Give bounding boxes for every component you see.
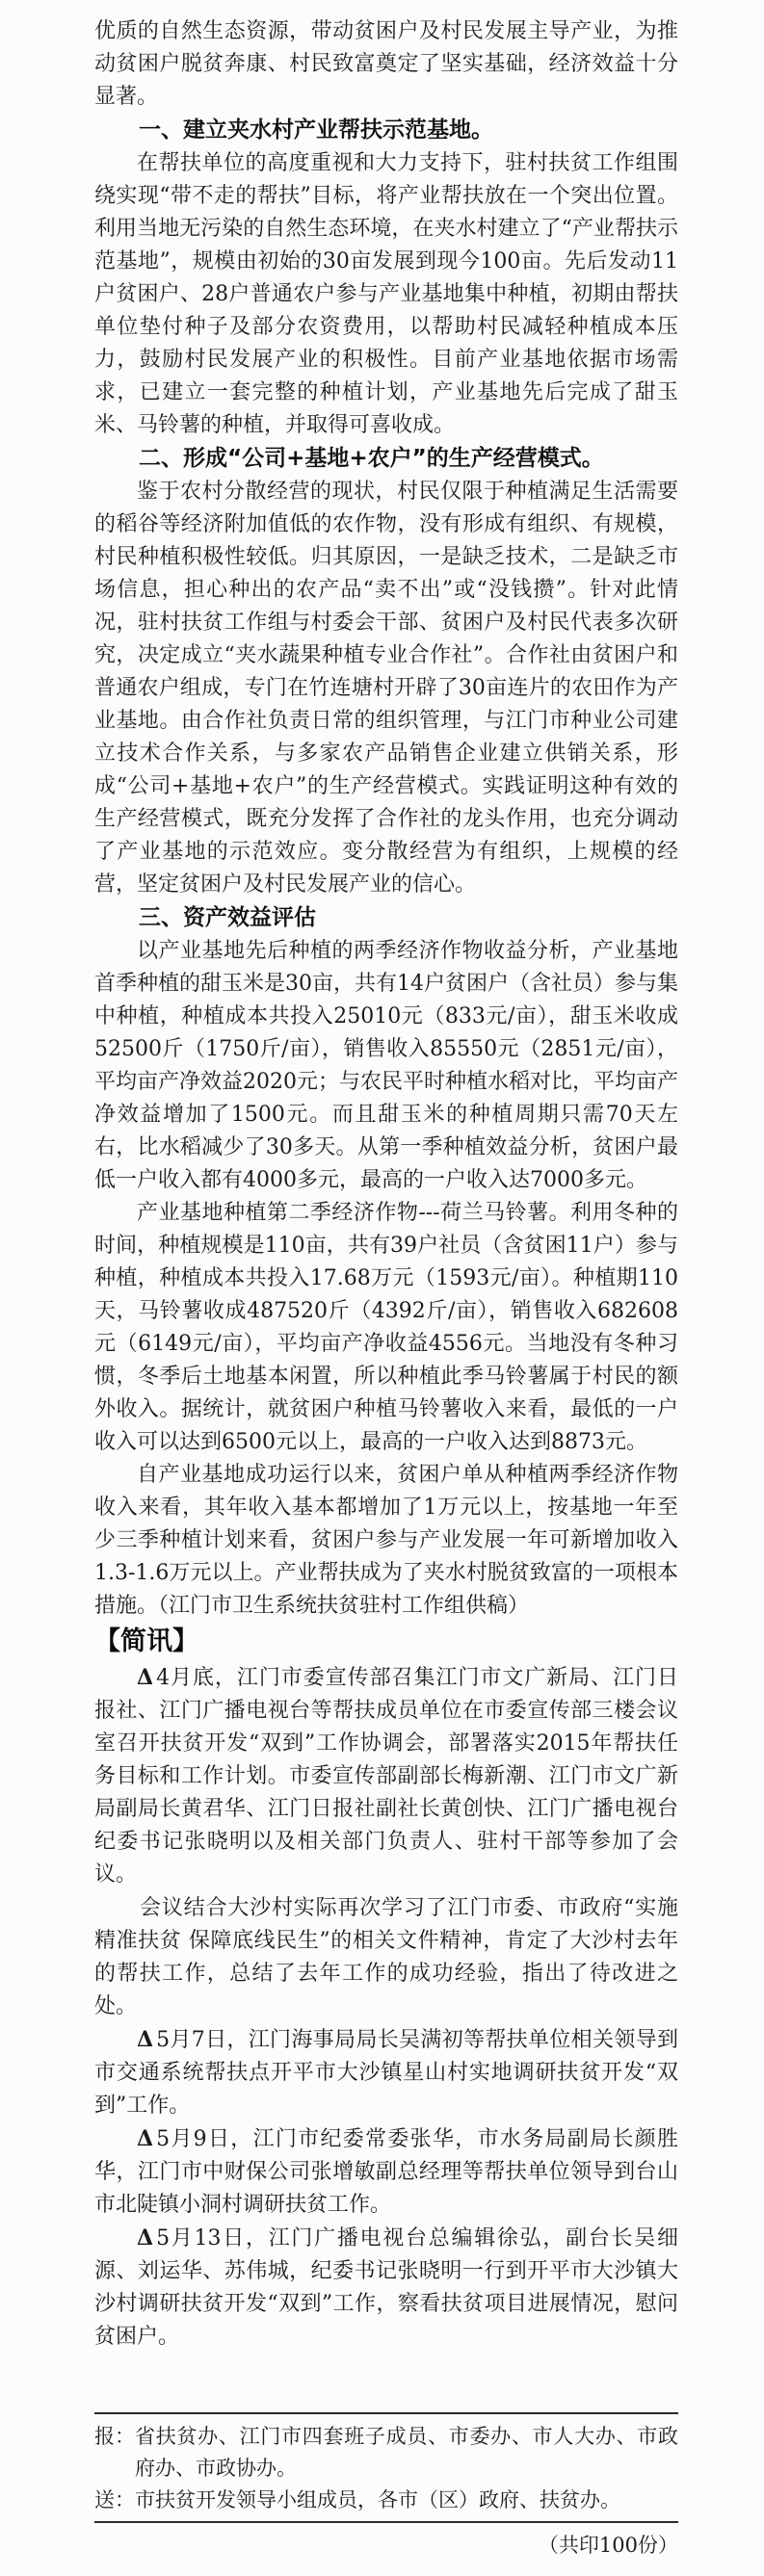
report-row (94, 2421, 678, 2485)
body-text (94, 15, 678, 2354)
delta-marker-icon: Δ (137, 2225, 154, 2251)
report-text: 省扶贫办、江门市四套班子成员、市委办、市人大办、市政府办、市政协办。 (135, 2425, 678, 2480)
distribution-footer (94, 2412, 678, 2562)
brief-text: 5月13日，江门广播电视台总编辑徐弘，副台长吴细源、刘运华、苏伟城，纪委书记张晓明一行到开平市大沙镇大沙村调研扶贫开发“双到”工作，察看扶贫项目进展情况，慰问贫困户。 (94, 2226, 678, 2349)
section-2-paragraph: 鉴于农村分散经营的现状，村民仅限于种植满足生活需要的稻谷等经济附加值低的农作物，没有形成有组织、有规模，村民种植积极性较低。归其原因，一是缺乏技术，二是缺乏市场信息，担心种出的农产品“卖不出”或“没钱攒”。针对此情况，驻村扶贫工作组与村委会干部、贫困户及村民代表多次研究，决定成立“夹水蔬果种植专业合作社”。合作社由贫困户和普通农户组成，专门在竹连塘村开辟了30亩连片的农田作为产业基地。由合作社负责日常的组织管理，与江门市种业公司建立技术合作关系，与多家农产品销售企业建立供销关系，形成“公司+基地+农户”的生产经营模式。实践证明这种有效的生产经营模式，既充分发挥了合作社的龙头作用，也充分调动了产业基地的示范效应。变分散经营为有组织，上规模的经营，坚定贫困户及村民发展产业的信心。 (94, 480, 678, 897)
send-row (94, 2485, 678, 2516)
section-3-heading: 三、资产效益评估 (139, 905, 316, 930)
report-label: 报： (94, 2425, 135, 2448)
brief-text: 4月底，江门市委宣传部召集江门市文广新局、江门日报社、江门广播电视台等帮扶成员单位在市委宣传部三楼会议室召开扶贫开发“双到”工作协调会，部署落实2015年帮扶任务目标和工作计划。市委宣传部副部长梅新潮、江门市文广新局副局长黄君华、江门日报社副社长黄创快、江门广播电视台纪委书记张晓明以及相关部门负责人、驻村干部等参加了会议。 (94, 1666, 678, 1886)
delta-marker-icon: Δ (137, 2126, 154, 2151)
section-2-heading: 二、形成“公司+基地+农户”的生产经营模式。 (139, 446, 604, 471)
section-3-paragraph-1: 以产业基地先后种植的两季经济作物收益分析，产业基地首季种植的甜玉米是30亩，共有14户贫困户（含社员）参与集中种植，种植成本共投入25010元（833元/亩），甜玉米收成52500斤（1750斤/亩），销售收入85550元（2851元/亩），平均亩产净效益2020元；与农民平时种植水稻对比，平均亩产净效益增加了1500元。而且甜玉米的种植周期只需70天左右，比水稻减少了30多天。从第一季种植效益分析，贫困户最低一户收入都有4000多元，最高的一户收入达7000多元。 (94, 939, 678, 1192)
brief-item (94, 1661, 678, 1891)
briefs-heading: 【简讯】 (94, 1626, 198, 1656)
brief-text: 会议结合大沙村实际再次学习了江门市委、市政府“实施精准扶贫 保障底线民生”的相关文件精神，肯定了大沙村去年的帮扶工作，总结了去年工作的成功经验，指出了待改进之处。 (94, 1896, 678, 2018)
delta-marker-icon: Δ (137, 2027, 154, 2052)
section-3-paragraph-2: 产业基地种植第二季经济作物---荷兰马铃薯。利用冬种的时间，种植规模是110亩，共有39户社员（含贫困11户）参与种植，种植成本共投入17.68万元（1593元/亩）。种植期110天，马铃薯收成487520斤（4392斤/亩），销售收入682608元（6149元/亩），平均亩产净收益4556元。当地没有冬种习惯，冬季后土地基本闲置，所以种植此季马铃薯属于村民的额外收入。据统计，就贫困户种植马铃薯收入来看，最低的一户收入可以达到6500元以上，最高的一户收入达到8873元。 (94, 1201, 678, 1454)
section-3-paragraph-3: 自产业基地成功运行以来，贫困户单从种植两季经济作物收入来看，其年收入基本都增加了1万元以上，按基地一年至少三季种植计划来看，贫困户参与产业发展一年可新增加收入1.3-1.6万元以上。产业帮扶成为了夹水村脱贫致富的一项根本措施。（江门市卫生系统扶贫驻村工作组供稿） (94, 1463, 678, 1618)
brief-text: 5月7日，江门海事局局长吴满初等帮扶单位相关领导到市交通系统帮扶点开平市大沙镇星山村实地调研扶贫开发“双到”工作。 (94, 2028, 678, 2118)
distribution-list (94, 2414, 678, 2521)
footer-bottom-rule (94, 2521, 678, 2523)
brief-item (94, 2023, 678, 2122)
section-1-paragraph: 在帮扶单位的高度重视和大力支持下，驻村扶贫工作组围绕实现“带不走的帮扶”目标，将产业帮扶放在一个突出位置。利用当地无污染的自然生态环境，在夹水村建立了“产业帮扶示范基地”，规模由初始的30亩发展到现今100亩。先后发动11户贫困户、28户普通农户参与产业基地集中种植，初期由帮扶单位垫付种子及部分农资费用，以帮助村民减轻种植成本压力，鼓励村民发展产业的积极性。目前产业基地依据市场需求，已建立一套完整的种植计划，产业基地先后完成了甜玉米、马铃薯的种植，并取得可喜收成。 (94, 151, 678, 437)
section-1-heading: 一、建立夹水村产业帮扶示范基地。 (139, 117, 493, 143)
brief-item (94, 1891, 678, 2023)
send-label: 送： (94, 2488, 135, 2511)
continuation-paragraph: 优质的自然生态资源，带动贫困户及村民发展主导产业，为推动贫困户脱贫奔康、村民致富奠定了坚实基础，经济效益十分显著。 (94, 19, 678, 109)
brief-item (94, 2222, 678, 2354)
brief-text: 5月9日，江门市纪委常委张华，市水务局副局长颜胜华，江门市中财保公司张增敏副总经理等帮扶单位领导到台山市北陡镇小洞村调研扶贫工作。 (94, 2127, 678, 2217)
delta-marker-icon: Δ (137, 1665, 154, 1690)
brief-item (94, 2122, 678, 2222)
send-text: 市扶贫开发领导小组成员，各市（区）政府、扶贫办。 (135, 2488, 620, 2511)
print-count: （共印100份） (538, 2534, 678, 2557)
